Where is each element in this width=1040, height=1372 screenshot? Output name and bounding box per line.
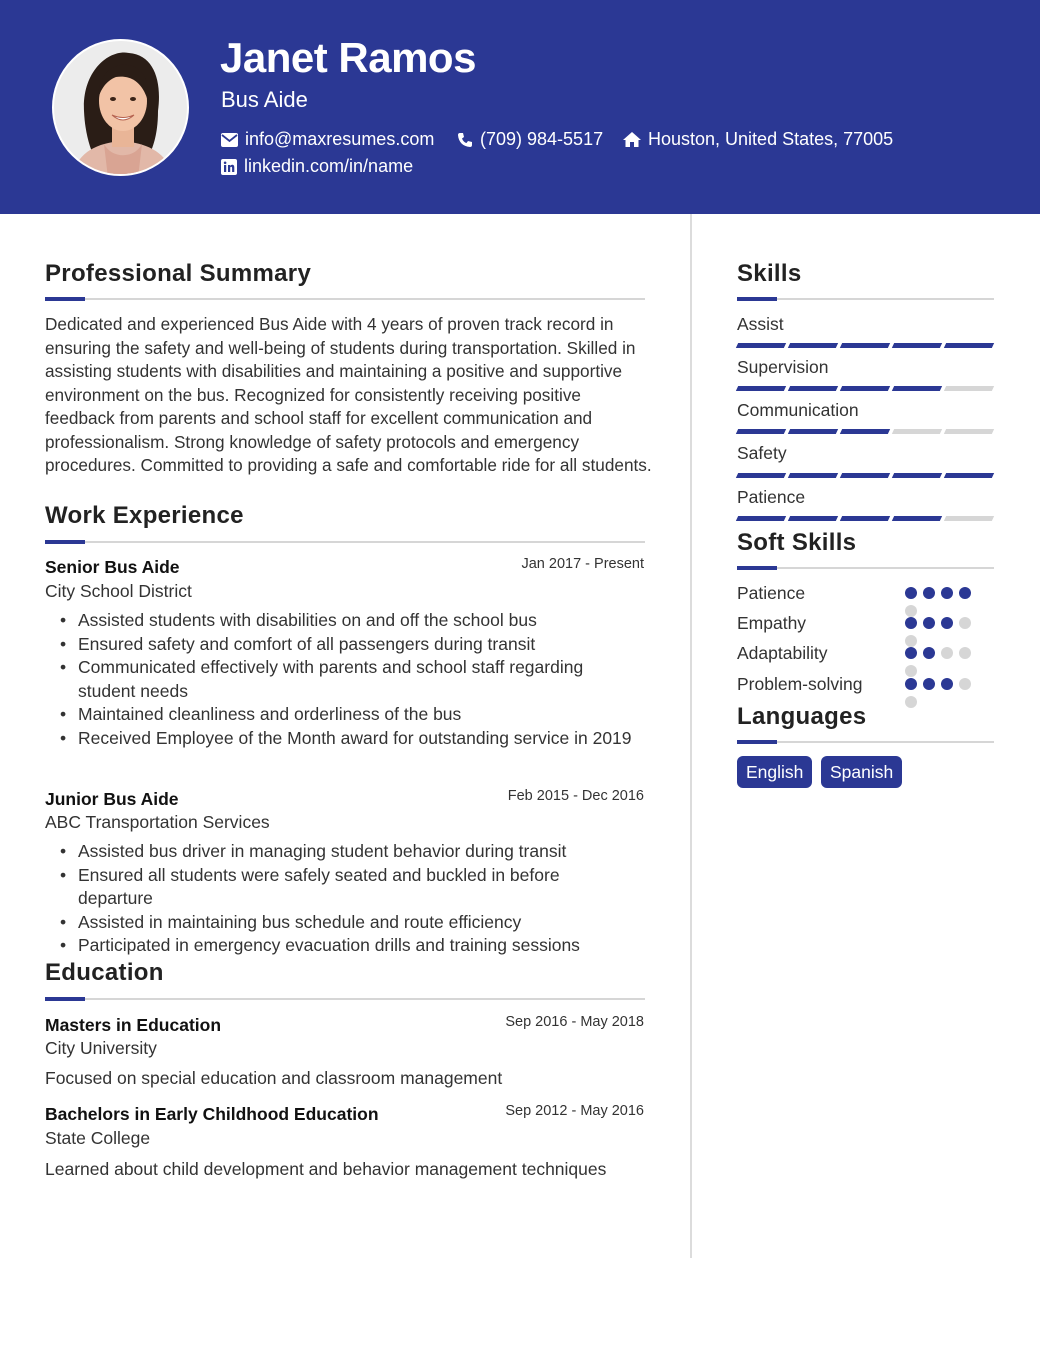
list-item: • Ensured all students were safely seated and buckled in before departure [60,864,635,911]
phone-text: (709) 984-5517 [480,129,604,149]
skill-name: Safety [737,443,787,463]
skill-level-segment [840,343,890,348]
rating-dot [941,647,953,659]
job-bullets [60,609,635,751]
phone-icon [457,132,473,148]
linkedin-text: linkedin.com/in/name [244,156,414,176]
job-title: Junior Bus Aide [45,789,179,809]
education-accent [45,997,85,1001]
contact-phone[interactable] [457,129,603,150]
skill-level-bar [737,386,993,392]
skill-name: Patience [737,487,806,507]
summary-rule [45,298,645,300]
list-item: • Communicated effectively with parents and school staff regarding student needs [60,656,635,703]
skill-level-segment [840,386,890,391]
rating-dot [959,647,971,659]
rating-dot [905,665,917,677]
list-item: • Maintained cleanliness and orderliness of the bus [60,703,635,727]
languages-heading: Languages [737,703,867,730]
linkedin-icon [221,159,237,175]
skill-level-bar [737,473,993,479]
rating-dot [905,696,917,708]
job-dates: Feb 2015 - Dec 2016 [507,788,644,804]
summary-text: Dedicated and experienced Bus Aide with 4 years of proven track record in ensuring the safety and well-being of students during transportation. Skilled in assisting students with disabilities and maintaining a positive and supportive environment on the bus. Recognized for consistently receiving positive feedback from parents and school staff for excellent communication and professionalism. Strong knowledge of safety protocols and emergency procedures. Committed to providing a safe and comfortable ride for all students. [45,314,652,475]
skill-level-segment [892,343,942,348]
skill-level-segment [736,516,786,521]
skill-level-segment [788,473,838,478]
language-badge: English [737,756,812,788]
summary-accent [45,297,85,301]
education-dates: Sep 2016 - May 2018 [505,1014,644,1030]
skill-level-segment [840,429,890,434]
soft-skill-name: Problem-solving [737,674,863,694]
skill-name: Assist [737,314,784,334]
avatar [52,39,189,176]
soft-skill-rating [905,678,977,708]
education-degree: Bachelors in Early Childhood Education [45,1104,379,1124]
language-badge: Spanish [821,756,902,788]
soft-skills-heading: Soft Skills [737,529,857,556]
skill-level-segment [944,386,994,391]
job-dates: Jan 2017 - Present [521,556,644,572]
contact-location [623,129,893,150]
email-text: info@maxresumes.com [245,129,435,149]
home-icon [623,132,641,147]
education-rule [45,998,645,1000]
skill-level-segment [788,429,838,434]
rating-dot [905,617,917,629]
list-item: • Assisted bus driver in managing student behavior during transit [60,840,635,864]
job-bullets [60,840,635,958]
skill-level-segment [944,473,994,478]
list-item: • Assisted in maintaining bus schedule and route efficiency [60,911,635,935]
soft-skills-accent [737,566,777,570]
rating-dot [905,678,917,690]
skill-level-segment [892,429,942,434]
education-description: Focused on special education and classroom management [45,1068,503,1088]
resume-header [0,0,1040,214]
skill-level-segment [736,429,786,434]
skill-level-segment [944,343,994,348]
list-item: • Participated in emergency evacuation drills and training sessions [60,934,635,958]
skill-level-segment [944,429,994,434]
education-degree: Masters in Education [45,1015,222,1035]
profile-photo [54,41,189,176]
skill-level-segment [840,473,890,478]
education-heading: Education [45,959,164,986]
job-organization: ABC Transportation Services [45,812,270,832]
skill-level-bar [737,516,993,522]
rating-dot [923,587,935,599]
soft-skill-rating [905,587,977,617]
experience-rule [45,541,645,543]
skill-level-segment [736,473,786,478]
soft-skill-name: Empathy [737,613,807,633]
rating-dot [905,605,917,617]
skill-level-segment [944,516,994,521]
job-title: Senior Bus Aide [45,557,180,577]
experience-heading: Work Experience [45,502,244,529]
rating-dot [905,587,917,599]
skill-level-segment [788,343,838,348]
candidate-name: Janet Ramos [220,34,476,81]
list-item: • Received Employee of the Month award for outstanding service in 2019 [60,727,635,751]
summary-heading: Professional Summary [45,260,312,287]
experience-accent [45,540,85,544]
skills-accent [737,297,777,301]
mail-icon [221,133,238,147]
education-dates: Sep 2012 - May 2016 [505,1103,644,1119]
rating-dot [923,678,935,690]
skills-heading: Skills [737,260,802,287]
skill-level-segment [736,386,786,391]
candidate-title: Bus Aide [221,87,308,112]
soft-skill-name: Patience [737,583,806,603]
list-item: • Assisted students with disabilities on and off the school bus [60,609,635,633]
skill-level-bar [737,343,993,349]
skill-level-segment [788,386,838,391]
skill-level-segment [892,516,942,521]
rating-dot [941,617,953,629]
skill-name: Communication [737,400,859,420]
rating-dot [923,617,935,629]
rating-dot [941,587,953,599]
skill-level-segment [892,473,942,478]
education-school: State College [45,1128,151,1148]
list-item: • Ensured safety and comfort of all passengers during transit [60,633,635,657]
job-organization: City School District [45,581,192,601]
rating-dot [959,587,971,599]
skill-level-bar [737,429,993,435]
soft-skill-rating [905,617,977,647]
skill-name: Supervision [737,357,829,377]
skill-level-segment [788,516,838,521]
rating-dot [959,617,971,629]
education-school: City University [45,1038,157,1058]
skill-level-segment [736,343,786,348]
contact-email[interactable] [221,129,434,150]
rating-dot [905,635,917,647]
languages-accent [737,740,777,744]
contact-linkedin[interactable] [221,156,413,177]
rating-dot [941,678,953,690]
location-text: Houston, United States, 77005 [648,129,894,149]
rating-dot [959,678,971,690]
skill-level-segment [892,386,942,391]
soft-skill-name: Adaptability [737,643,828,663]
rating-dot [905,647,917,659]
soft-skill-rating [905,647,977,677]
education-description: Learned about child development and behavior management techniques [45,1159,607,1179]
rating-dot [923,647,935,659]
skill-level-segment [840,516,890,521]
column-divider [690,214,692,1258]
